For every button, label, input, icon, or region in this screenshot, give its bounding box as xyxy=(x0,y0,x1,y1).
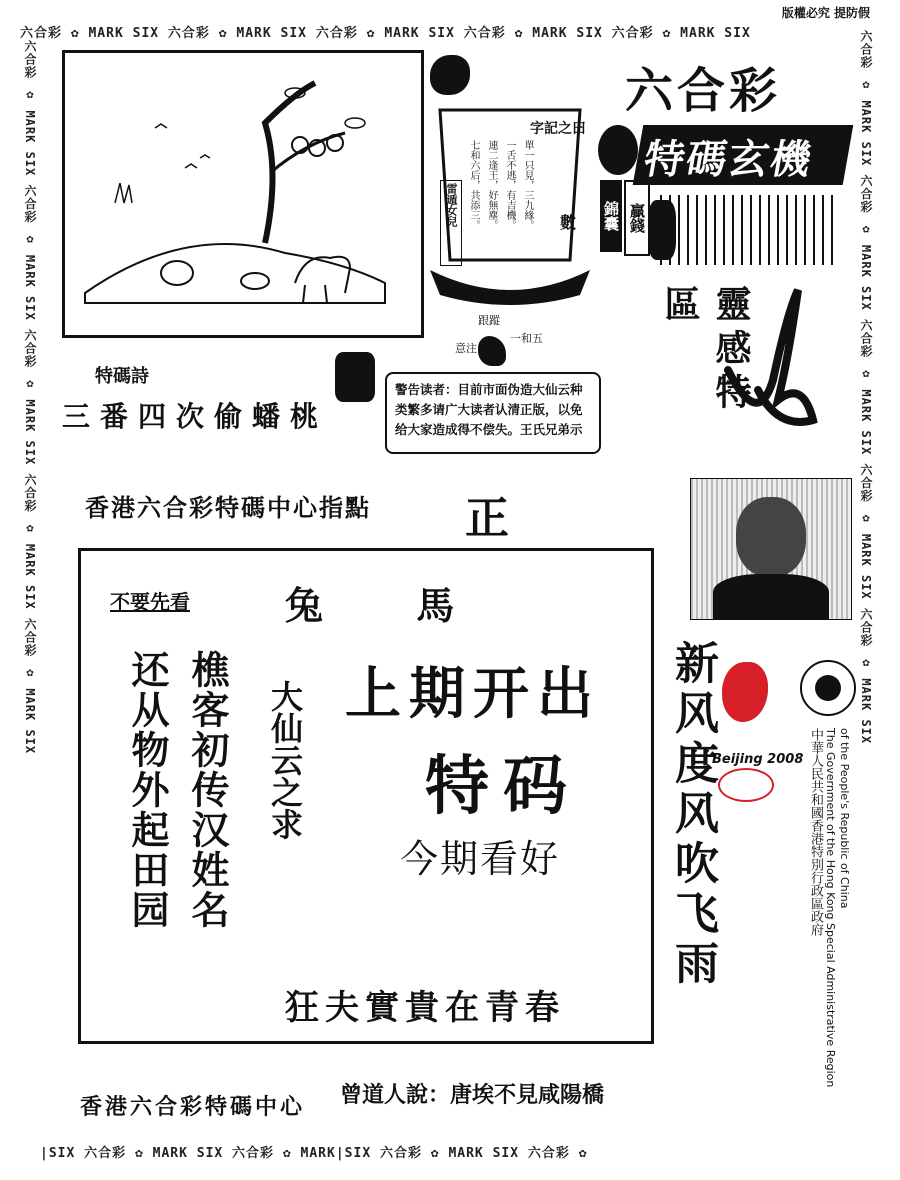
roost-label-1: 跟蹤 xyxy=(478,314,500,327)
left-border-pattern: 六合彩 ✿ MARK SIX 六合彩 ✿ MARK SIX 六合彩 ✿ MARK SIX 六合彩 ✿ MARK SIX 六合彩 ✿ MARK SIX xyxy=(23,40,37,755)
boat-side-label: 數 xyxy=(560,213,577,232)
ink-emblem-icon xyxy=(430,55,470,95)
animals-text: 兔 馬 xyxy=(285,583,495,628)
portrait-body xyxy=(713,574,829,619)
roost-label-2: 一和五 xyxy=(510,332,543,345)
gov-chinese-name: 中華人民共和國香港特別行政區政府 xyxy=(808,728,823,936)
gov-english-name-2: of the People's Republic of China xyxy=(838,728,851,909)
portrait-photo xyxy=(690,478,852,620)
elder-seal-icon xyxy=(335,352,375,402)
tag-yingqian: 贏錢 xyxy=(624,180,650,256)
dense-text-block xyxy=(660,195,840,265)
dragon-icon xyxy=(648,200,676,260)
poem-label: 特碼詩 xyxy=(95,366,149,387)
footer-left-text: 香港六合彩特碼中心 xyxy=(80,1094,306,1120)
tag-jinnang: 錦囊 xyxy=(600,180,622,252)
scribble-mark-icon xyxy=(718,280,818,440)
top-border-pattern: 六合彩 ✿ MARK SIX 六合彩 ✿ MARK SIX 六合彩 ✿ MARK SIX 六合彩 ✿ MARK SIX 六合彩 ✿ MARK SIX xyxy=(20,26,751,41)
vertical-label: 大仙云之求 xyxy=(266,680,304,840)
peach-tree-illustration xyxy=(65,53,421,335)
right-border-pattern: 六合彩 ✿ MARK SIX 六合彩 ✿ MARK SIX 六合彩 ✿ MARK SIX 六合彩 ✿ MARK SIX 六合彩 ✿ MARK SIX xyxy=(859,30,873,745)
banner-zheng: 正 xyxy=(465,493,509,544)
masthead-title: 六合彩 xyxy=(625,63,782,119)
inspiration-zone: 靈感特區 xyxy=(659,285,752,417)
verse-column-2: 还从物外起田园 xyxy=(125,650,169,930)
rooster-icon xyxy=(478,336,506,366)
boat-verse-3: 一舌不逃，有吉機。 xyxy=(504,140,515,230)
verse-column-1: 樵客初传汉姓名 xyxy=(185,650,229,930)
bottom-border-pattern: |SIX 六合彩 ✿ MARK SIX 六合彩 ✿ MARK|SIX 六合彩 ✿ MARK SIX 六合彩 ✿ xyxy=(40,1146,588,1161)
last-period-line1: 上期开出 xyxy=(345,662,601,727)
illustration-frame xyxy=(62,50,424,338)
poem-line: 三番四次偷蟠桃 xyxy=(62,400,329,433)
side-vertical-verse: 新风度风吹飞雨 xyxy=(667,640,718,990)
boat-verse-1: 七和六后，共添三。 xyxy=(468,140,479,230)
boat-title: 字記之曰 xyxy=(530,121,586,137)
warning-box: 警告读者：目前市面伪造大仙云种类繁多请广大读者认清正版，以免给大家造成得不偿失。王氏兄弟示 xyxy=(385,372,601,454)
boat-seal: 雷遁女兒 xyxy=(440,180,462,266)
masthead-emblem-icon xyxy=(598,125,638,175)
roost-label-3: 意注 xyxy=(455,342,477,355)
hk-government-emblem-icon xyxy=(800,660,856,716)
corner-label: 不要先看 xyxy=(110,590,190,614)
masthead-subtitle: 特碼玄機 xyxy=(640,136,817,183)
footer-saying: 曾道人說：唐埃不見咸陽橋 xyxy=(340,1083,605,1108)
gov-english-name-1: The Government of the Hong Kong Special Administrative Region xyxy=(824,728,837,1088)
beijing-logo-text: Beijing 2008 xyxy=(712,752,804,767)
boat-panel xyxy=(430,100,590,310)
lottery-seal-icon xyxy=(718,768,774,802)
this-period-text: 今期看好 xyxy=(400,837,561,881)
bauhinia-icon xyxy=(815,675,841,701)
bottom-verse: 狂夫實貴在青春 xyxy=(285,988,565,1028)
boat-verse-2: 連二逢王，好無塵。 xyxy=(486,140,497,230)
beijing-olympic-logo-icon xyxy=(722,662,768,722)
copyright-notice: 版權必究 提防假 xyxy=(781,6,870,20)
portrait-head xyxy=(736,497,806,577)
banner-left-text: 香港六合彩特碼中心指點 xyxy=(85,493,371,522)
boat-verse-4: 單一只見，三九緣。 xyxy=(522,140,533,230)
last-period-line2: 特码 xyxy=(425,750,581,824)
